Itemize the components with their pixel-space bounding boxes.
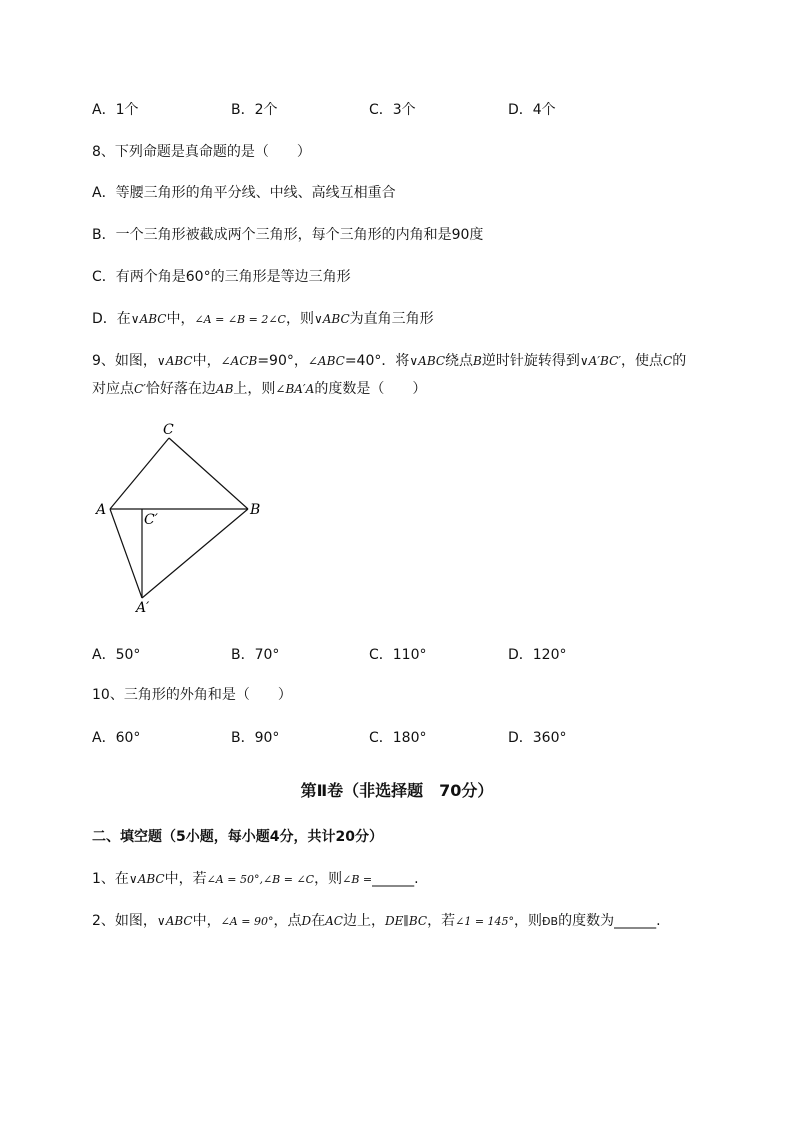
segment-aap (110, 509, 142, 598)
q9-figure (88, 420, 278, 620)
q9-option-b: B．70° (231, 647, 280, 663)
label-c: C (163, 422, 174, 438)
fill2-triangle: ∨ABC (156, 914, 193, 928)
q8-d-mid: 中， (166, 311, 195, 327)
q9-option-d: D．120° (508, 647, 567, 663)
q8-d-prefix: D．在 (92, 311, 131, 327)
section-heading: 二、填空题（5小题，每小题4分，共计20分） (92, 829, 383, 845)
fill1-condition: ∠A = 50°,∠B = ∠C (206, 873, 315, 886)
q8-option-d (92, 310, 434, 329)
segment-cb (169, 438, 248, 509)
fill1-text: 1、在 (92, 871, 129, 887)
fill2-ask: ÐB (542, 915, 559, 928)
q9-option-a: A．50° (92, 647, 141, 663)
fill2-condition2: ∠1 = 145° (455, 915, 515, 928)
q9-text: 的 (672, 353, 687, 369)
q9-line2 (92, 380, 426, 398)
fill2-segment-ac: AC (325, 914, 343, 928)
fill1-text: 中，若 (164, 871, 207, 887)
fill2-text: ，点 (273, 913, 302, 929)
q9-point-b: B (473, 354, 482, 368)
q9-text: 对应点 (92, 381, 134, 397)
fill1-blank: ______. (372, 871, 419, 887)
fill2-point-d: D (301, 914, 312, 928)
fill2-text: 中， (192, 913, 221, 929)
fill2-text: ，则 (514, 913, 543, 929)
q7-option-c: C．3个 (369, 102, 416, 118)
fill1-text: ，则 (314, 871, 343, 887)
q10-stem: 10、三角形的外角和是（ ） (92, 687, 292, 703)
fill2-question (92, 912, 661, 931)
q8-d-triangle2: ∨ABC (313, 312, 350, 326)
q9-text: ，使点 (621, 353, 663, 369)
q9-text: 逆时针旋转得到 (481, 353, 580, 369)
q8-option-b: B．一个三角形被截成两个三角形，每个三角形的内角和是90度 (92, 227, 484, 243)
q7-option-d: D．4个 (508, 102, 556, 118)
section-title: 第Ⅱ卷（非选择题 70分） (300, 781, 494, 800)
q9-triangle: ∨ABC (156, 354, 193, 368)
label-aprime: A′ (136, 600, 150, 616)
q9-text: 上，则 (233, 381, 276, 397)
label-cprime: C′ (144, 512, 158, 528)
q9-point-c: C (663, 354, 673, 368)
fill2-text: 的度数为 (558, 913, 615, 929)
q9-angle-abc: ∠ABC (307, 354, 345, 368)
q9-text: 的度数是（ ） (314, 381, 427, 397)
q8-d-triangle: ∨ABC (130, 312, 167, 326)
fill2-text: 在 (311, 913, 326, 929)
fill2-blank: ______. (614, 913, 661, 929)
q9-text: 恰好落在边 (145, 381, 216, 397)
q8-option-a: A．等腰三角形的角平分线、中线、高线互相重合 (92, 185, 396, 201)
q9-text: =40°．将 (344, 353, 410, 369)
q9-angle-ask: ∠BA′A (275, 382, 315, 396)
q9-text: 中， (192, 353, 221, 369)
fill2-condition: ∠A = 90° (220, 915, 274, 928)
q10-option-d: D．360° (508, 730, 567, 746)
segment-bap (142, 509, 248, 598)
q9-text: 9、如图， (92, 353, 157, 369)
label-a: A (96, 502, 107, 518)
q10-option-b: B．90° (231, 730, 280, 746)
q7-option-a: A．1个 (92, 102, 139, 118)
q8-d-math: ∠A = ∠B = 2∠C (194, 313, 286, 326)
q9-triangle: ∨ABC (409, 354, 446, 368)
q9-option-c: C．110° (369, 647, 427, 663)
q7-option-b: B．2个 (231, 102, 278, 118)
fill2-text: ，若 (427, 913, 456, 929)
q9-segment-ab: AB (215, 382, 234, 396)
q10-option-c: C．180° (369, 730, 427, 746)
q8-d-end: 为直角三角形 (349, 311, 434, 327)
q9-text: 绕点 (445, 353, 474, 369)
q9-triangle-rotated: ∨A′BC′ (579, 354, 621, 368)
fill2-text: 边上， (342, 913, 385, 929)
q9-line1 (92, 352, 686, 370)
segment-ca (110, 438, 169, 509)
fill2-text: 2、如图， (92, 913, 157, 929)
label-b: B (250, 502, 261, 518)
q10-option-a: A．60° (92, 730, 141, 746)
fill1-triangle: ∨ABC (128, 872, 165, 886)
q9-angle-acb: ∠ACB (220, 354, 258, 368)
q8-stem: 8、下列命题是真命题的是（ ） (92, 144, 311, 160)
q8-option-c: C．有两个角是60°的三角形是等边三角形 (92, 269, 351, 285)
q9-point-cprime: C′ (134, 382, 146, 396)
fill1-ask: ∠B = (342, 873, 373, 886)
fill1-question (92, 870, 419, 889)
q9-text: =90°， (257, 353, 308, 369)
q8-d-suffix: ，则 (285, 311, 314, 327)
fill2-parallel: DE∥BC (384, 914, 428, 928)
